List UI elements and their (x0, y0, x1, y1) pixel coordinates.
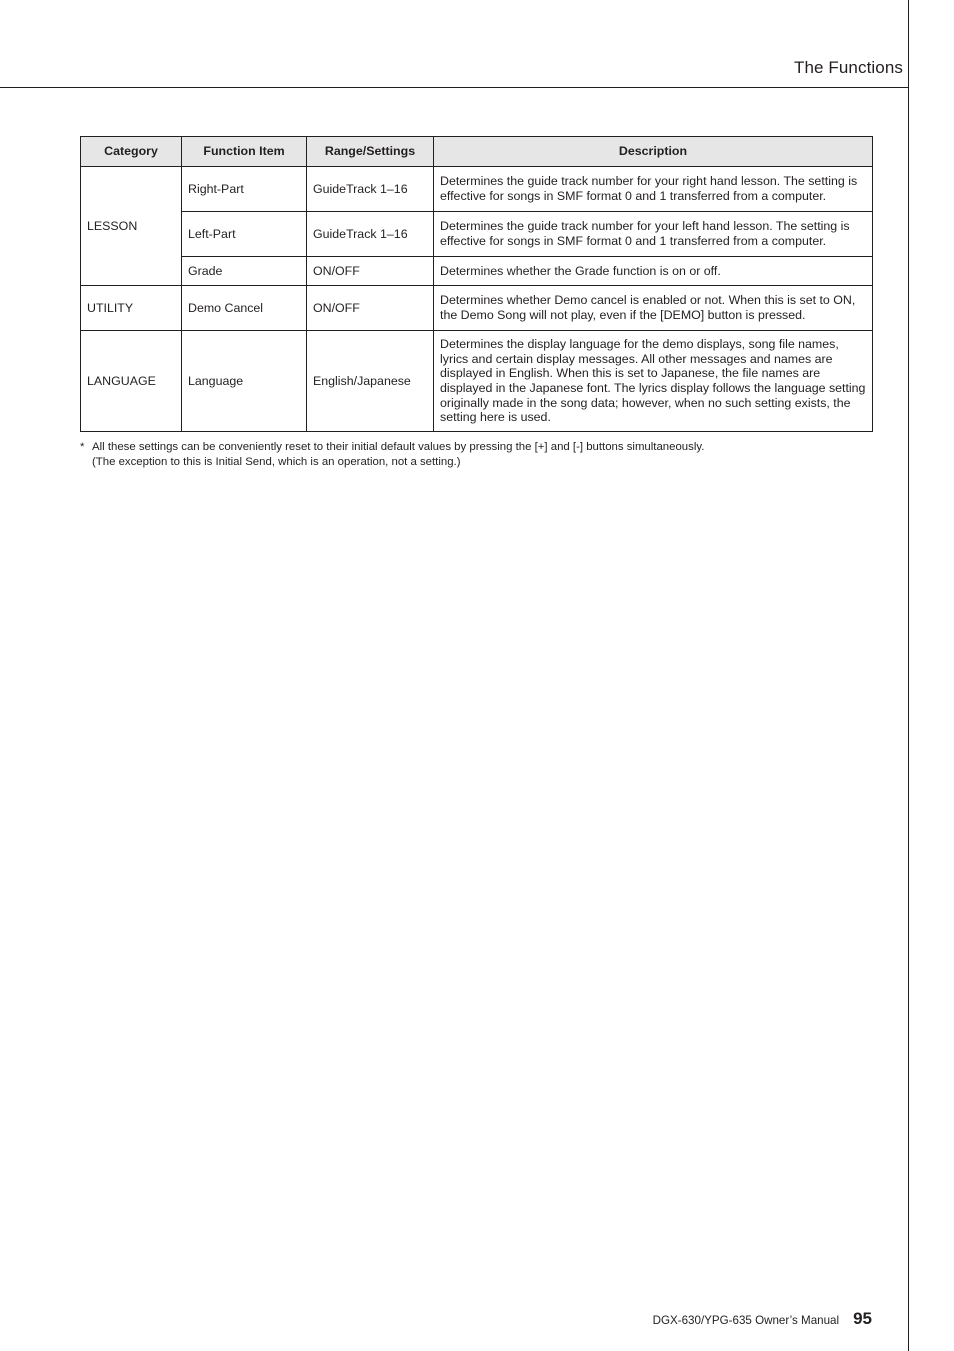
footnote-line-2: (The exception to this is Initial Send, which is an operation, not a setting.) (92, 456, 461, 468)
table-row (81, 167, 873, 212)
column-header-description: Description (434, 137, 873, 167)
manual-title: DGX-630/YPG-635 Owner’s Manual (652, 1314, 840, 1327)
table-row (81, 331, 873, 432)
column-header-function-item: Function Item (182, 137, 307, 167)
section-title: The Functions (793, 58, 903, 77)
range-cell: GuideTrack 1–16 (307, 167, 434, 212)
page-number: 95 (853, 1309, 872, 1328)
footnote-line-1 (80, 440, 880, 455)
category-cell: LESSON (81, 167, 182, 286)
category-cell: UTILITY (81, 286, 182, 331)
function-item-cell: Grade (182, 257, 307, 286)
description-cell: Determines the guide track number for your left hand lesson. The setting is effective for songs in SMF format 0 and 1 transferred from a computer. (434, 212, 873, 257)
table-row (81, 257, 873, 286)
range-cell: ON/OFF (307, 257, 434, 286)
column-header-range-settings: Range/Settings (307, 137, 434, 167)
function-item-cell: Language (182, 331, 307, 432)
category-cell: LANGUAGE (81, 331, 182, 432)
range-cell: English/Japanese (307, 331, 434, 432)
description-cell: Determines whether Demo cancel is enabled or not. When this is set to ON, the Demo Song will not play, even if the [DEMO] button is pressed. (434, 286, 873, 331)
footnote-text-1: All these settings can be conveniently reset to their initial default values by pressing the [+] and [-] buttons simultaneously. (92, 441, 705, 453)
table-row (81, 286, 873, 331)
page-edge-rule (908, 0, 909, 1351)
header-rule (0, 87, 909, 88)
table-row (81, 212, 873, 257)
footnote (80, 440, 880, 470)
description-cell: Determines the display language for the demo displays, song file names, lyrics and certain display messages. All other messages and names are displayed in English. When this is set to Japanese, the file names are displayed in the Japanese font. The lyrics display follows the language setting originally made in the song data; however, when no such setting exists, the setting here is used. (434, 331, 873, 432)
description-cell: Determines the guide track number for your right hand lesson. The setting is effective for songs in SMF format 0 and 1 transferred from a computer. (434, 167, 873, 212)
footnote-asterisk: * (80, 441, 85, 453)
column-header-category: Category (81, 137, 182, 167)
functions-table (80, 136, 873, 432)
table-header-row (81, 137, 873, 167)
function-item-cell: Demo Cancel (182, 286, 307, 331)
range-cell: GuideTrack 1–16 (307, 212, 434, 257)
range-cell: ON/OFF (307, 286, 434, 331)
function-item-cell: Left-Part (182, 212, 307, 257)
function-item-cell: Right-Part (182, 167, 307, 212)
description-cell: Determines whether the Grade function is on or off. (434, 257, 873, 286)
page-footer (653, 1309, 872, 1329)
